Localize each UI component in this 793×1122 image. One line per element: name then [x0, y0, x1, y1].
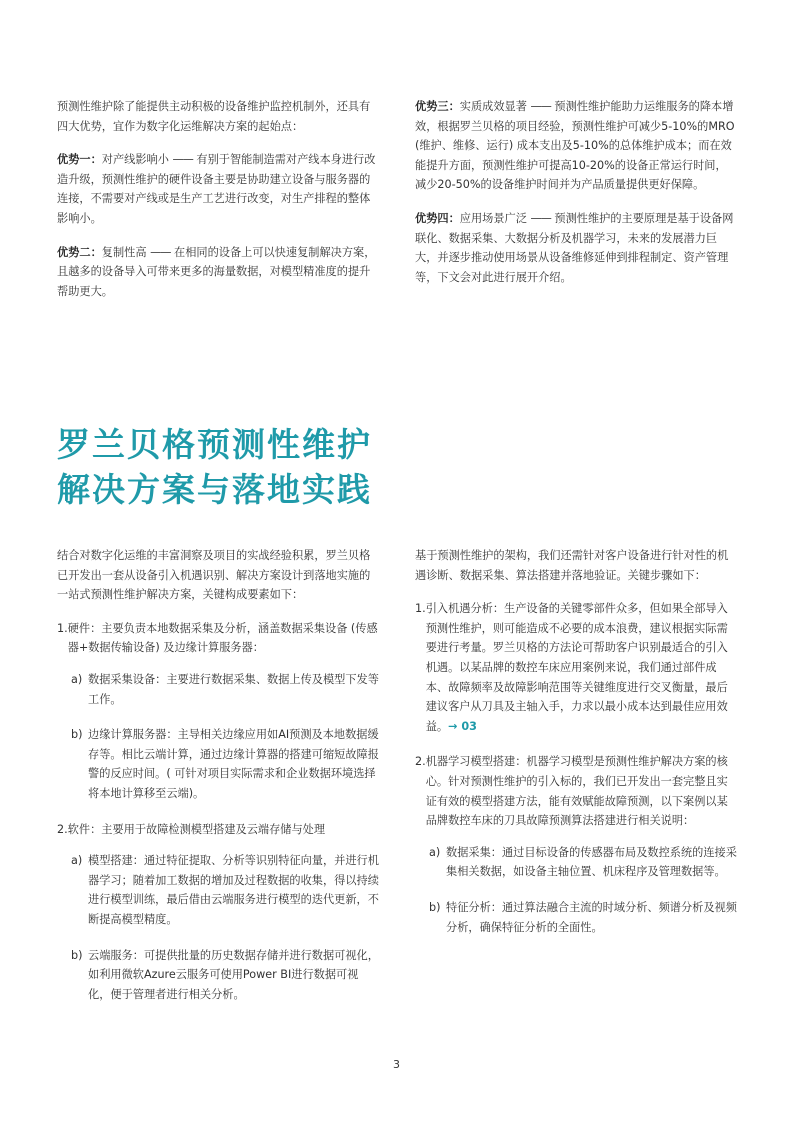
list-text	[426, 599, 737, 736]
section-title-line-2: 解决方案与落地实践	[57, 470, 372, 509]
advantage-3-text: 预测性维护能助力运维服务的降本增效，根据罗兰贝格的项目经验，预测性维护可减少5-10%的MRO (维护、维修、运行) 成本支出及5-10%的总体维护成本；而在效能提升方面，预测性维护可提高10-20%的设备正常运行时间，减少20-50%的设备维护时间并为产品质量提供更好保障。	[415, 100, 735, 192]
sub-list-marker: a)	[71, 854, 83, 868]
sub-list-marker: b)	[429, 900, 441, 914]
section-title-line-1: 罗兰贝格预测性维护	[57, 425, 372, 464]
sub-item-edge-server	[71, 725, 379, 803]
em-dash: ——	[150, 245, 171, 259]
sub-item-data-collection-device	[71, 670, 379, 709]
sub-list-text: 数据采集：通过目标设备的传感器布局及数控系统的连接采集相关数据，如设备主轴位置、机床程序及管理数据等。	[446, 845, 737, 879]
sub-item-cloud-service	[71, 946, 379, 1005]
sub-list-text: 数据采集设备：主要进行数据采集、数据上传及模型下发等工作。	[88, 672, 379, 706]
em-dash: ——	[172, 153, 193, 167]
list-text: 硬件：主要负责本地数据采集及分析，涵盖数据采集设备 (传感器+数据传输设备) 及边缘计算服务器：	[67, 621, 378, 655]
sub-list-marker: b)	[71, 728, 83, 742]
sub-item-data-collection	[429, 843, 737, 882]
list-number: 1.	[57, 621, 68, 635]
advantage-2-subtitle: 复制性高	[101, 245, 147, 259]
page-number: 3	[393, 1058, 400, 1071]
sub-list-marker: b)	[71, 948, 83, 962]
em-dash: ——	[530, 211, 551, 225]
bottom-right-column	[415, 546, 737, 953]
advantage-1-subtitle: 对产线影响小	[101, 153, 169, 167]
advantage-3-title: 优势三：	[415, 100, 460, 113]
list-number: 1.	[415, 602, 426, 616]
section-title	[57, 422, 372, 512]
list-item-hardware	[57, 619, 379, 658]
advantage-1-text: 有别于智能制造需对产线本身进行改造升级，预测性维护的硬件设备主要是协助建立设备与服务器的连接，不需要对产线或是生产工艺进行改变，对生产排程的整体影响小。	[57, 153, 376, 225]
list-number: 2.	[415, 755, 426, 769]
intro-paragraph: 预测性维护除了能提供主动积极的设备维护监控机制外，还具有四大优势，宜作为数字化运维解决方案的起始点：	[57, 100, 371, 133]
advantage-4	[415, 209, 737, 287]
top-right-column	[415, 97, 737, 301]
advantage-2-text: 在相同的设备上可以快速复制解决方案，且越多的设备导入可带来更多的海量数据，对模型精准度的提升帮助更大。	[57, 245, 376, 298]
bottom-left-column	[57, 546, 379, 1020]
advantage-4-text: 预测性维护的主要原理是基于设备网联化、数据采集、大数据分析及机器学习，未来的发展潜力巨大，并逐步推动使用场景从设备维修延伸到排程制定、资产管理等，下文会对此进行展开介绍。	[415, 211, 734, 284]
sub-list-text: 边缘计算服务器：主导相关边缘应用如AI预测及本地数据缓存等。相比云端计算，通过边缘计算器的搭建可缩短故障报警的反应时间。( 可针对项目实际需求和企业数据环境选择将本地计算移至云端)。	[88, 728, 379, 800]
advantage-4-subtitle: 应用场景广泛	[459, 211, 527, 225]
advantage-2-title: 优势二：	[57, 245, 102, 259]
advantage-2	[57, 243, 379, 302]
advantage-3-subtitle: 实质成效显著	[459, 100, 527, 113]
sub-list-text: 模型搭建：通过特征提取、分析等识别特征向量，并进行机器学习；随着加工数据的增加及过程数据的收集，得以持续进行模型训练，最后借由云端服务进行模型的迭代更新，不断提高模型精度。	[88, 854, 379, 926]
sub-list-marker: a)	[429, 845, 441, 859]
list-number: 2.	[57, 822, 68, 836]
top-left-column	[57, 97, 379, 315]
advantage-1	[57, 150, 379, 228]
sub-list-text: 特征分析：通过算法融合主流的时域分析、频谱分析及视频分析，确保特征分析的全面性。	[446, 900, 737, 934]
em-dash: ——	[530, 100, 551, 113]
list-text: 机器学习模型搭建：机器学习模型是预测性维护解决方案的核心。针对预测性维护的引入标的，我们已开发出一套完整且实证有效的模型搭建方法，能有效赋能故障预测，以下案例以某品牌数控车床的刀具故障预测算法搭建进行相关说明：	[425, 755, 728, 828]
list-item-software	[57, 820, 379, 840]
steps-intro: 基于预测性维护的架构，我们还需针对客户设备进行针对性的机遇诊断、数据采集、算法搭建并落地验证。关键步骤如下：	[415, 549, 729, 582]
reference-link[interactable]: → 03	[448, 719, 477, 733]
list-text: 软件：主要用于故障检测模型搭建及云端存储与处理	[67, 822, 326, 836]
advantage-4-title: 优势四：	[415, 211, 460, 225]
advantage-1-title: 优势一：	[57, 153, 102, 167]
sub-item-model-building	[71, 851, 379, 929]
sub-list-text: 云端服务：可提供批量的历史数据存储并进行数据可视化，如利用微软Azure云服务可使用Power BI进行数据可视化，便于管理者进行相关分析。	[88, 948, 379, 1001]
advantage-3	[415, 97, 737, 195]
list-text-body: 引入机遇分析：生产设备的关键零部件众多，但如果全部导入预测性维护，则可能造成不必要的成本浪费，建议根据实际需要进行考量。罗兰贝格的方法论可帮助客户识别最适合的引入机遇。以某品牌的数控车床应用案例来说，我们通过部件成本、故障频率及故障影响范围等关键维度进行交叉衡量，最后建议客户从刀具及主轴入手，力求以最小成本达到最佳应用效益。	[425, 602, 728, 733]
sub-list-marker: a)	[71, 672, 83, 686]
list-item-ml-model	[415, 752, 737, 830]
sub-item-feature-analysis	[429, 898, 737, 937]
list-item-opportunity-analysis	[415, 599, 737, 736]
solution-intro: 结合对数字化运维的丰富洞察及项目的实战经验积累，罗兰贝格已开发出一套从设备引入机遇识别、解决方案设计到落地实施的一站式预测性维护解决方案，关键构成要素如下：	[57, 549, 371, 602]
